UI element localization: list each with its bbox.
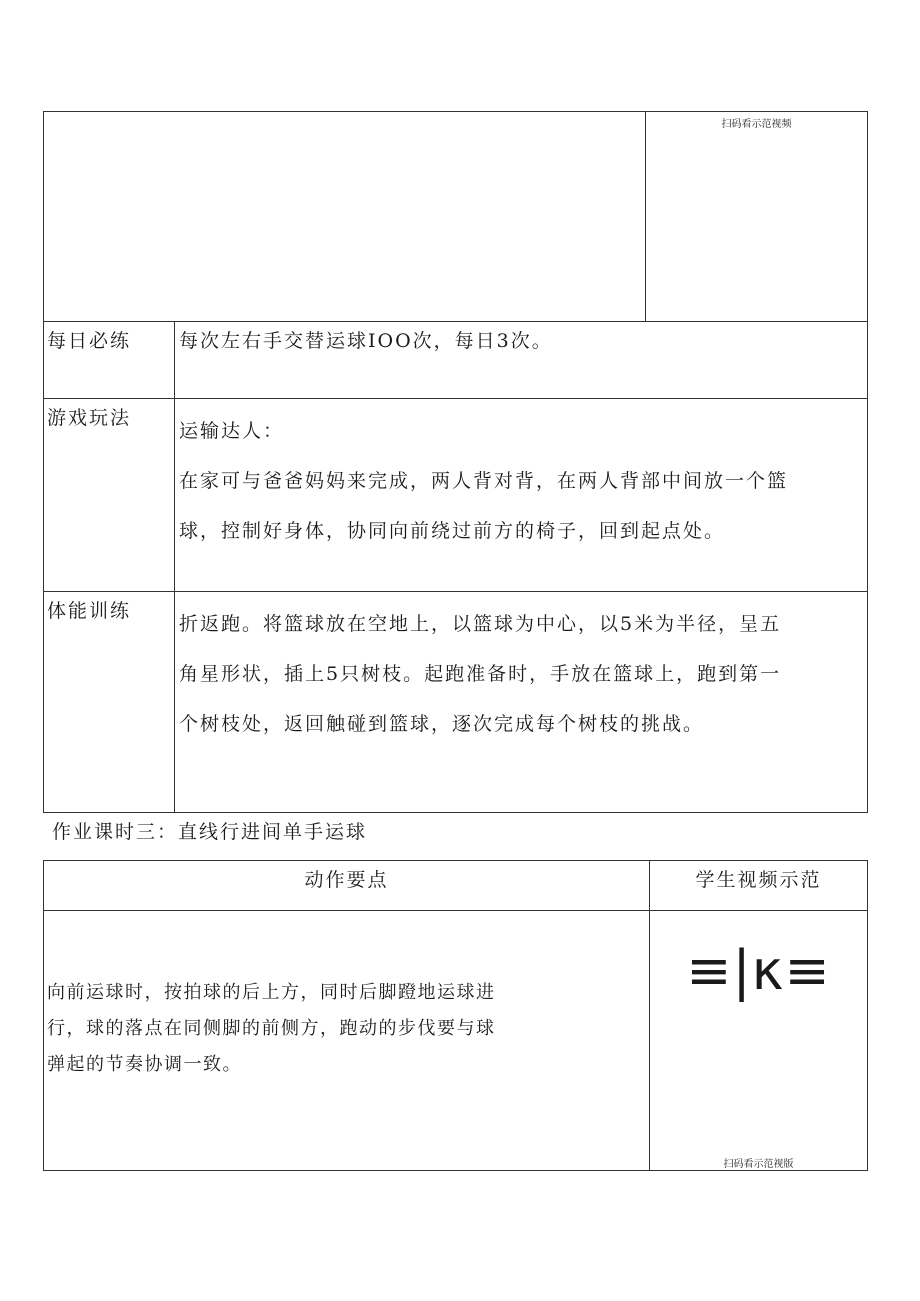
homework-table-2 bbox=[43, 860, 868, 1171]
content-line: 球，控制好身体，协同向前绕过前方的椅子，回到起点处。 bbox=[179, 520, 726, 542]
qr-video-cell bbox=[650, 911, 868, 1171]
content-line: 运输达人： bbox=[179, 420, 285, 442]
qr-code-icon: ≡|κ≡ bbox=[686, 939, 831, 1002]
header-action-points: 动作要点 bbox=[44, 861, 650, 911]
qr-video-cell bbox=[646, 112, 868, 322]
action-points-content bbox=[44, 911, 650, 1171]
content-line: 向前运球时，按拍球的后上方，同时后脚蹬地运球进 bbox=[47, 982, 496, 1003]
content-line: 弹起的节奏协调一致。 bbox=[47, 1054, 242, 1075]
video-caption: 扫码看示范视频 bbox=[721, 119, 792, 130]
row-content-daily bbox=[175, 322, 868, 399]
content-line: 行，球的落点在同侧脚的前侧方，跑动的步伐要与球 bbox=[47, 1018, 496, 1039]
content-line: 个树枝处，返回触碰到篮球，逐次完成每个树枝的挑战。 bbox=[179, 713, 705, 735]
row-content-game bbox=[175, 399, 868, 592]
section-title: 作业课时三：直线行进间单手运球 bbox=[52, 821, 368, 843]
content-line: 在家可与爸爸妈妈来完成，两人背对背，在两人背部中间放一个篮 bbox=[179, 470, 789, 492]
row-label-daily: 每日必练 bbox=[44, 322, 175, 399]
video-caption: 扫码看示范视版 bbox=[723, 1159, 794, 1170]
header-student-video: 学生视频示范 bbox=[650, 861, 868, 911]
content-line: 折返跑。将篮球放在空地上，以篮球为中心，以5米为半径，呈五 bbox=[179, 613, 782, 635]
content-line: 每次左右手交替运球IOO次，每日3次。 bbox=[179, 330, 553, 352]
homework-table-1 bbox=[43, 111, 868, 813]
empty-cell bbox=[44, 112, 646, 322]
row-label-fitness: 体能训练 bbox=[44, 592, 175, 813]
content-line: 角星形状，插上5只树枝。起跑准备时，手放在篮球上，跑到第一 bbox=[179, 663, 782, 685]
row-content-fitness bbox=[175, 592, 868, 813]
row-label-game: 游戏玩法 bbox=[44, 399, 175, 592]
